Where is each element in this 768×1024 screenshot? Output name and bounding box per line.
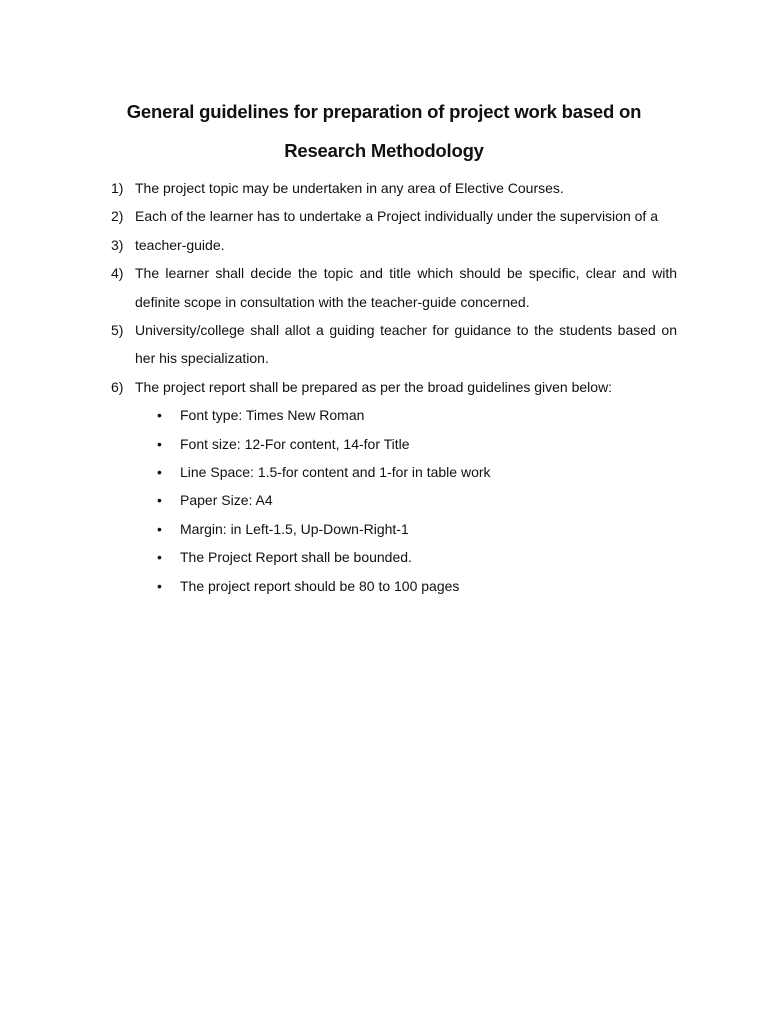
bullet-text: Font type: Times New Roman <box>180 407 365 424</box>
list-item-text: The learner shall decide the topic and title which should be specific, clear and with definite scope in consultation with the teacher-guide concerned. <box>135 265 677 310</box>
list-item-number: 4) <box>111 265 124 282</box>
bullet-icon: • <box>157 435 162 452</box>
list-item <box>0 202 768 230</box>
list-item-text: The project report shall be prepared as per the broad guidelines given below: <box>135 378 613 395</box>
bullet-item <box>0 458 768 486</box>
bullet-item <box>0 486 768 514</box>
list-item-number: 5) <box>111 322 124 339</box>
bullet-icon: • <box>157 549 162 566</box>
bullet-icon: • <box>157 492 162 509</box>
list-item-text: teacher-guide. <box>135 236 225 253</box>
report-format-bullets <box>0 401 768 600</box>
bullet-icon: • <box>157 407 162 424</box>
bullet-icon: • <box>157 464 162 481</box>
list-item-number: 2) <box>111 208 124 225</box>
list-item-number: 3) <box>111 236 124 253</box>
bullet-item <box>0 543 768 571</box>
bullet-text: The Project Report shall be bounded. <box>180 549 412 566</box>
bullet-item <box>0 401 768 429</box>
bullet-text: Margin: in Left-1.5, Up-Down-Right-1 <box>180 520 409 537</box>
bullet-text: Line Space: 1.5-for content and 1-for in table work <box>180 464 491 481</box>
list-item <box>0 373 768 600</box>
bullet-text: Paper Size: A4 <box>180 492 273 509</box>
bullet-item <box>0 430 768 458</box>
list-item-text: Each of the learner has to undertake a Project individually under the supervision of a <box>135 208 658 225</box>
bullet-text: The project report should be 80 to 100 pages <box>180 577 460 594</box>
list-item <box>0 231 768 259</box>
list-item-text: The project topic may be undertaken in any area of Elective Courses. <box>135 180 564 196</box>
bullet-item <box>0 572 768 600</box>
list-item <box>0 259 768 316</box>
list-item-number: 1) <box>111 180 124 196</box>
bullet-icon: • <box>157 520 162 537</box>
bullet-text: Font size: 12-For content, 14-for Title <box>180 435 410 452</box>
list-item <box>0 316 768 373</box>
bullet-item <box>0 515 768 543</box>
list-item-text: University/college shall allot a guiding teacher for guidance to the students based on her his specialization. <box>135 322 677 367</box>
guidelines-list <box>0 174 768 600</box>
list-item-number: 6) <box>111 378 124 395</box>
bullet-icon: • <box>157 577 162 594</box>
document-title: General guidelines for preparation of project work based on Research Methodology <box>126 101 642 161</box>
list-item <box>0 174 768 202</box>
